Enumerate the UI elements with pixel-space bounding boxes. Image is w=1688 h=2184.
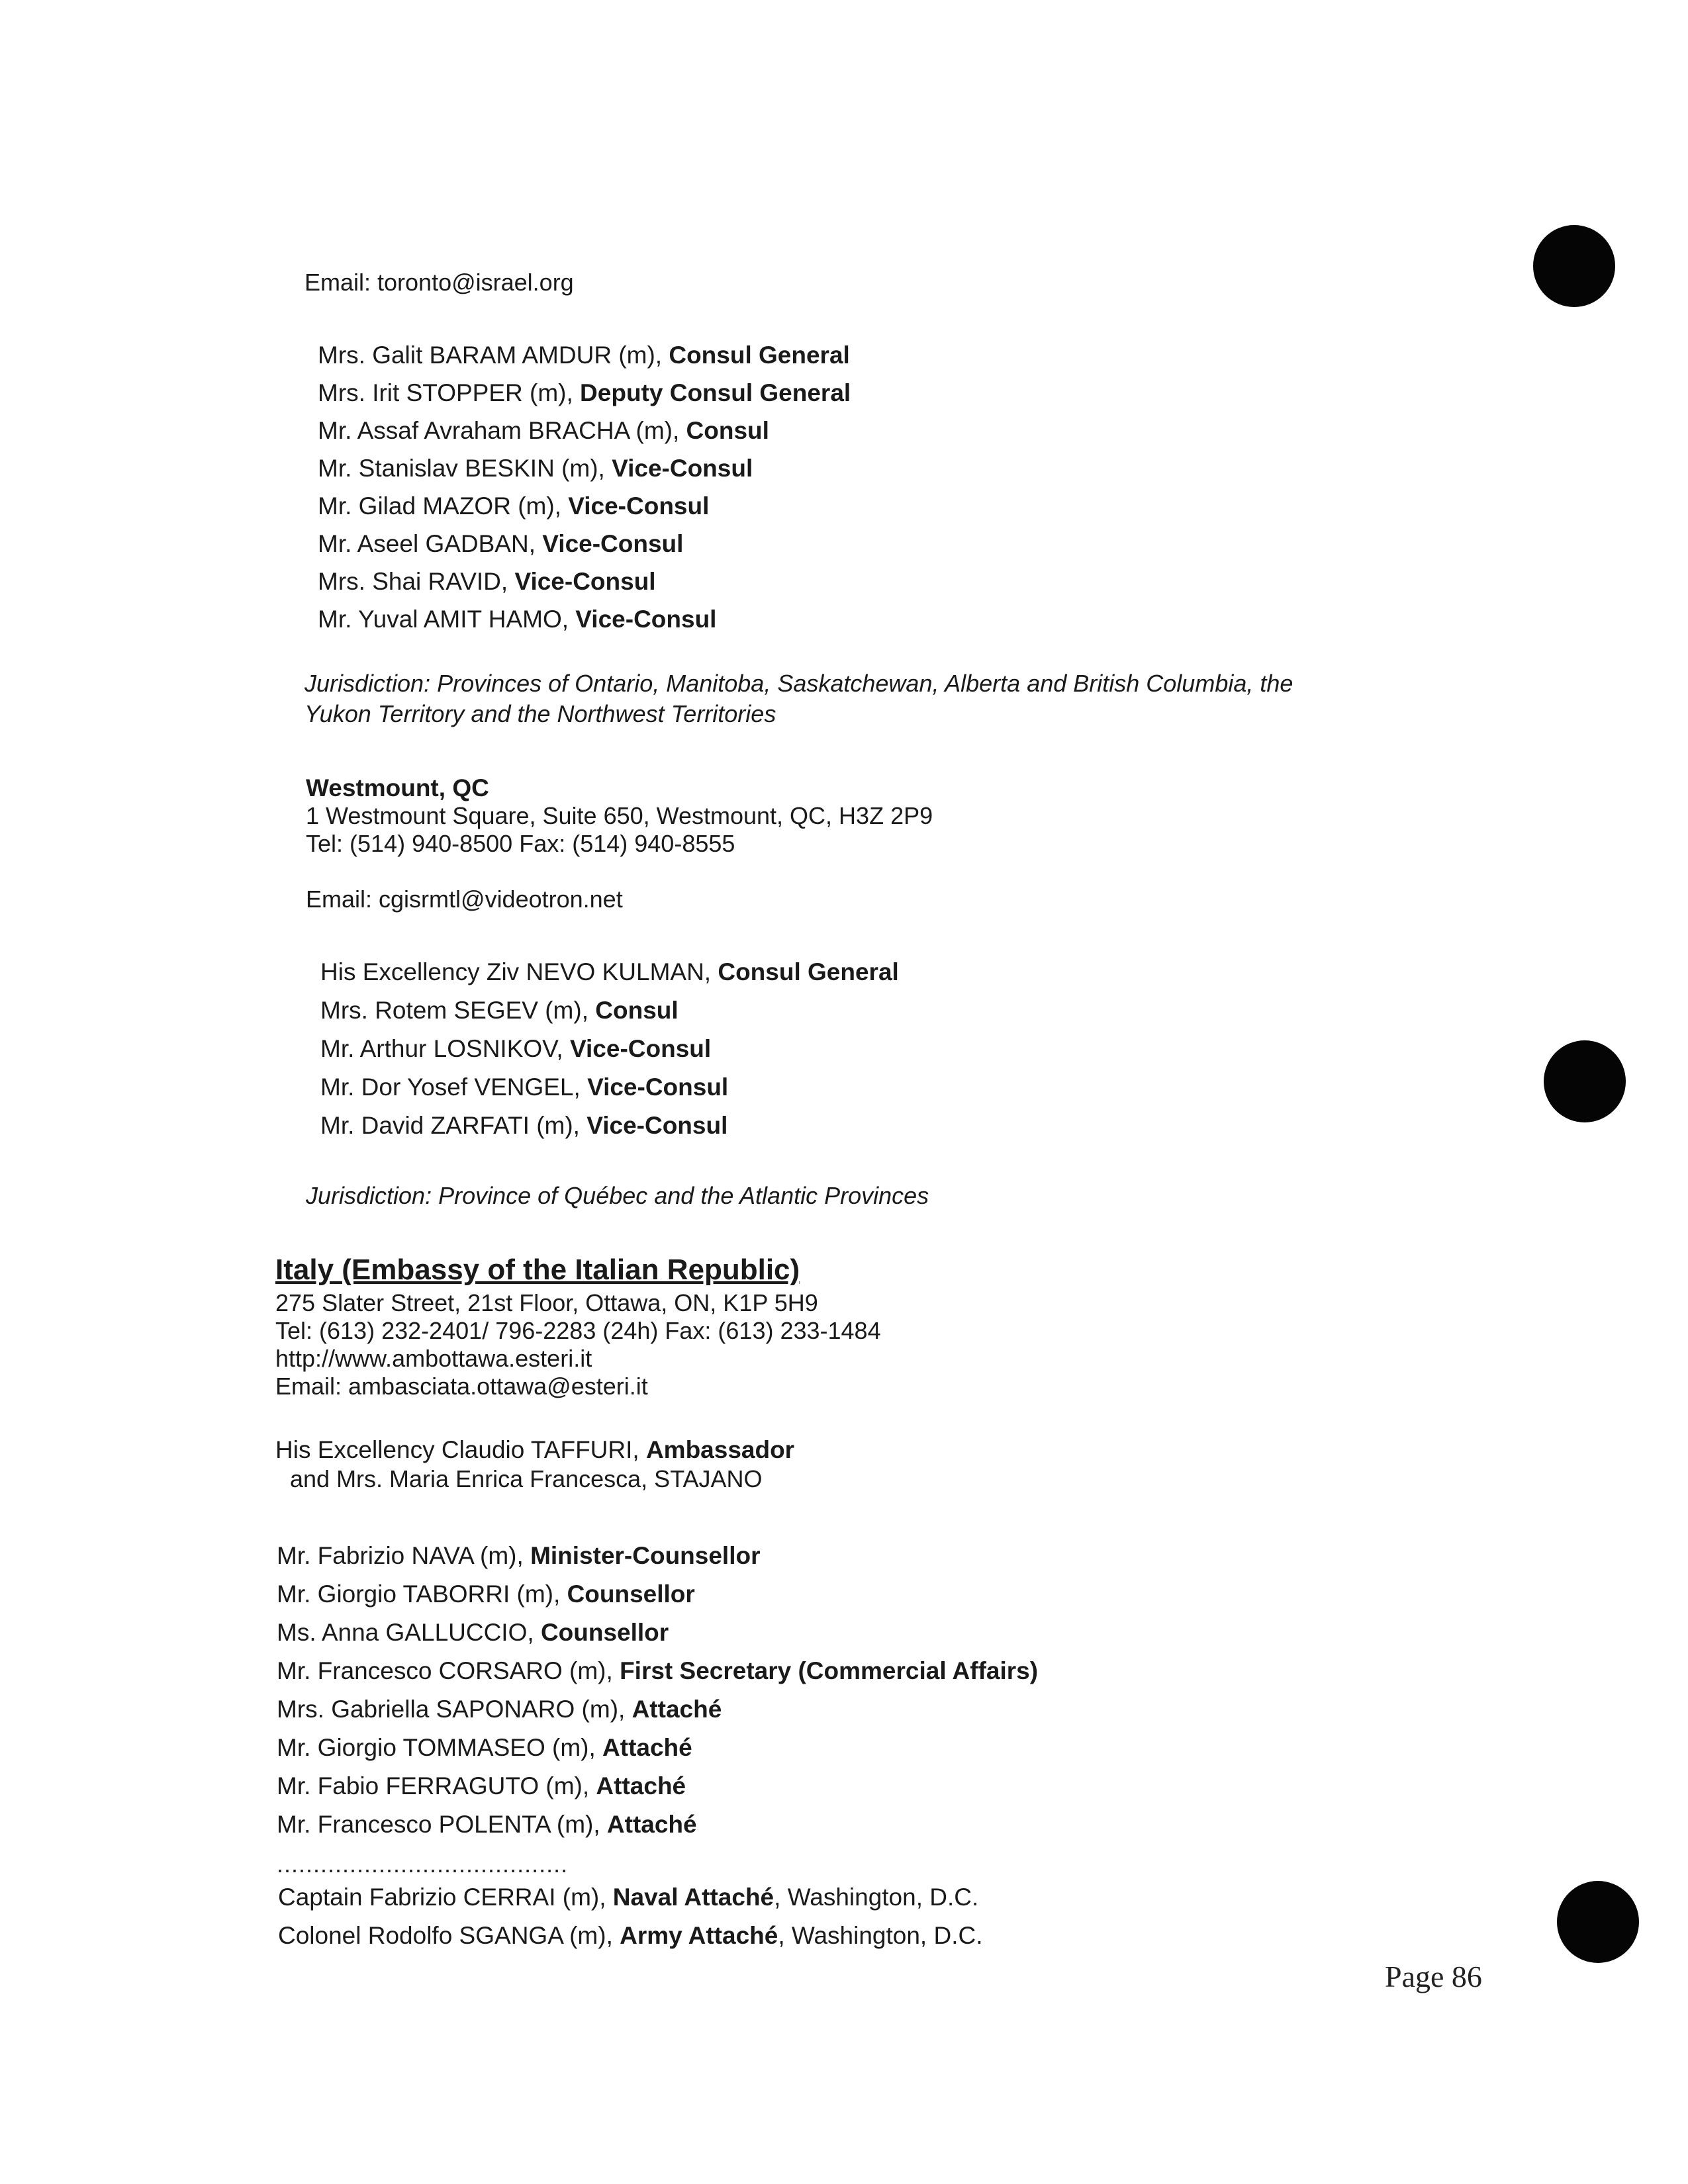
- westmount-address: 1 Westmount Square, Suite 650, Westmount, QC, H3Z 2P9: [306, 802, 933, 829]
- punch-hole-middle: [1544, 1040, 1626, 1122]
- italy-ambassador: [275, 1436, 794, 1464]
- toronto-jurisdiction-line-1: Jurisdiction: Provinces of Ontario, Manitoba, Saskatchewan, Alberta and British Columbia, the: [305, 670, 1293, 697]
- westmount-heading: Westmount, QC: [306, 774, 489, 801]
- ambassador-title: Ambassador: [645, 1436, 795, 1463]
- punch-hole-bottom: [1557, 1881, 1639, 1963]
- italy-tel-fax: Tel: (613) 232-2401/ 796-2283 (24h) Fax: (613) 233-1484: [275, 1317, 881, 1344]
- westmount-email: Email: cgisrmtl@videotron.net: [306, 886, 623, 913]
- dotted-separator: ........................................: [277, 1850, 569, 1878]
- list-item: Mr. Gilad MAZOR (m), Vice-Consul: [318, 492, 710, 520]
- westmount-tel-fax: Tel: (514) 940-8500 Fax: (514) 940-8555: [306, 830, 735, 857]
- punch-hole-top: [1533, 225, 1615, 307]
- list-item: Mrs. Gabriella SAPONARO (m), Attaché: [277, 1696, 722, 1723]
- toronto-email: Email: toronto@israel.org: [305, 269, 574, 296]
- list-item: Mrs. Irit STOPPER (m), Deputy Consul General: [318, 379, 851, 406]
- list-item: Mrs. Galit BARAM AMDUR (m), Consul General: [318, 341, 850, 369]
- list-item: Mr. David ZARFATI (m), Vice-Consul: [320, 1112, 728, 1139]
- list-item: Mr. Yuval AMIT HAMO, Vice-Consul: [318, 606, 717, 633]
- list-item: Mr. Fabio FERRAGUTO (m), Attaché: [277, 1772, 686, 1799]
- list-item: Mrs. Shai RAVID, Vice-Consul: [318, 568, 656, 595]
- westmount-jurisdiction: Jurisdiction: Province of Québec and the Atlantic Provinces: [306, 1182, 929, 1209]
- list-item: Mr. Assaf Avraham BRACHA (m), Consul: [318, 417, 769, 444]
- italy-ambassador-spouse: and Mrs. Maria Enrica Francesca, STAJANO: [290, 1465, 763, 1492]
- list-item: Mr. Arthur LOSNIKOV, Vice-Consul: [320, 1035, 712, 1062]
- list-item: Captain Fabrizio CERRAI (m), Naval Attaché, Washington, D.C.: [278, 1884, 979, 1911]
- list-item: Mr. Aseel GADBAN, Vice-Consul: [318, 530, 684, 557]
- toronto-jurisdiction-line-2: Yukon Territory and the Northwest Territories: [305, 700, 776, 727]
- list-item: Mr. Giorgio TOMMASEO (m), Attaché: [277, 1734, 692, 1761]
- list-item: Mr. Dor Yosef VENGEL, Vice-Consul: [320, 1073, 729, 1101]
- list-item: Mrs. Rotem SEGEV (m), Consul: [320, 997, 679, 1024]
- list-item: Mr. Stanislav BESKIN (m), Vice-Consul: [318, 455, 753, 482]
- list-item: Ms. Anna GALLUCCIO, Counsellor: [277, 1619, 669, 1646]
- ambassador-name: His Excellency Claudio TAFFURI,: [275, 1436, 646, 1463]
- page-number: Page 86: [1385, 1960, 1482, 1993]
- list-item: Mr. Fabrizio NAVA (m), Minister-Counsellor: [277, 1542, 761, 1569]
- italy-email: Email: ambasciata.ottawa@esteri.it: [275, 1373, 648, 1400]
- list-item: His Excellency Ziv NEVO KULMAN, Consul General: [320, 958, 899, 985]
- italy-website: http://www.ambottawa.esteri.it: [275, 1345, 592, 1372]
- list-item: Mr. Francesco POLENTA (m), Attaché: [277, 1811, 697, 1838]
- italy-address: 275 Slater Street, 21st Floor, Ottawa, ON, K1P 5H9: [275, 1289, 818, 1316]
- list-item: Mr. Giorgio TABORRI (m), Counsellor: [277, 1580, 695, 1608]
- list-item: Colonel Rodolfo SGANGA (m), Army Attaché, Washington, D.C.: [278, 1922, 983, 1949]
- italy-section-title: Italy (Embassy of the Italian Republic): [275, 1253, 800, 1286]
- list-item: Mr. Francesco CORSARO (m), First Secretary (Commercial Affairs): [277, 1657, 1039, 1684]
